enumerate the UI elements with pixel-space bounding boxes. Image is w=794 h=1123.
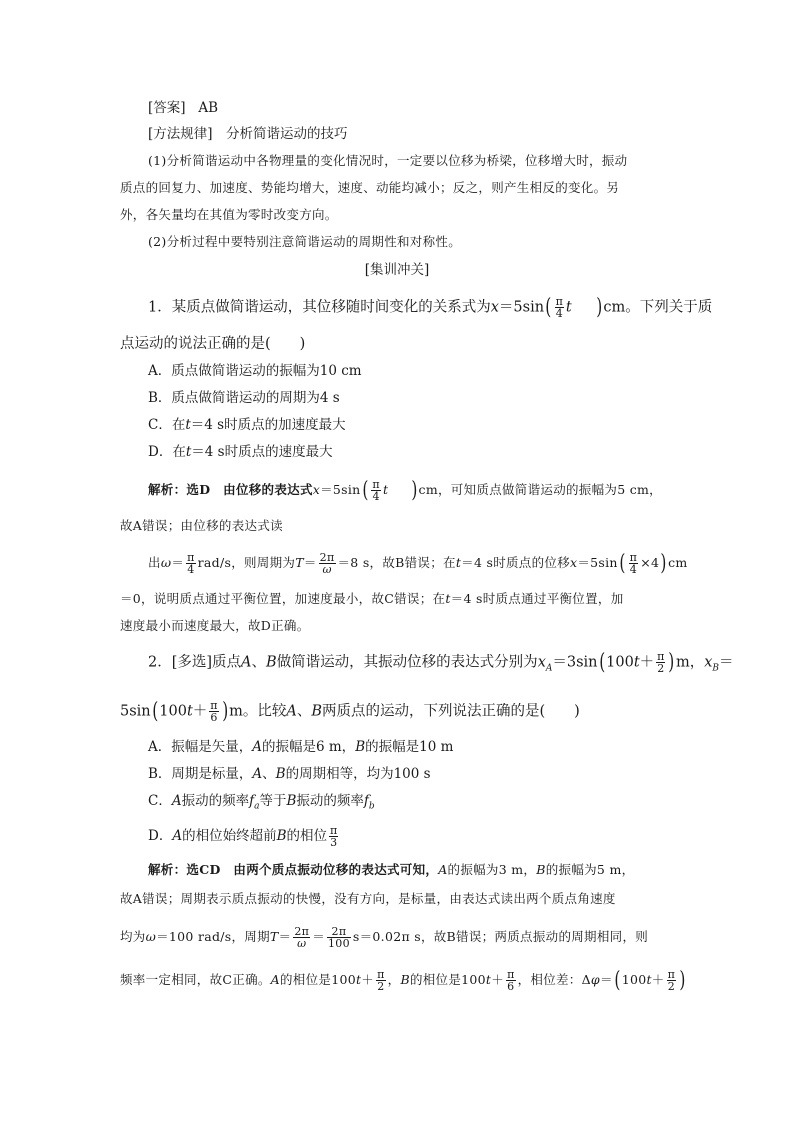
q2-option-a: A．振幅是矢量，A的振幅是6 m，B的振幅是10 m	[148, 739, 454, 755]
a2-line3: 均为ω＝100 rad/s，周期T＝ $\frac{2\pi}{\omega}$ ＝ $\frac{2\pi}{100}$ s＝0.02π s，故B错误；两质点振动的周期相同，则	[120, 925, 649, 950]
a2-line4: 频率一定相同，故C正确。A的相位是100t＋ $\frac{\pi}{2}$ ，B的相位是100t＋ $\frac{\pi}{6}$ ，相位差：Δφ＝(100t＋ $\frac{\pi}{2}$ )	[120, 967, 686, 993]
q2-option-c: C．A振动的频率$f_a$等于B振动的频率$f_b$	[148, 793, 375, 812]
method-heading: [方法规律] 分析简谐运动的技巧	[148, 126, 348, 142]
q1-option-b: B．质点做简谐运动的周期为4 s	[148, 390, 340, 406]
a1-line3: 出ω＝ $\frac{\pi}{4}$ rad/s，则周期为T＝ $\frac{2\pi}{\omega}$ ＝8 s，故B错误；在t＝4 s时质点的位移x＝5sin( $\frac{\pi}{4}$ ×4)cm	[148, 550, 688, 576]
method-point1-line1: (1)分析简谐运动中各物理量的变化情况时，一定要以位移为桥梁，位移增大时，振动	[148, 153, 628, 168]
q1-option-d: D．在t＝4 s时质点的速度最大	[148, 444, 333, 460]
method-point1-line3: 外，各矢量均在其值为零时改变方向。	[120, 207, 338, 222]
a2-line2: 故A错误；周期表示质点振动的快慢，没有方向，是标量，由表达式读出两个质点角速度	[120, 891, 616, 906]
a1-fraction-3: $\frac{2\pi}{\omega}$	[319, 551, 335, 576]
a2-line1: 解析：选CD 由两个质点振动位移的表达式可知，A的振幅为3 m，B的振幅为5 m，	[148, 862, 635, 877]
a1-line5: 速度最小而速度最大，故D正确。	[120, 618, 310, 633]
a1-line4: ＝0，说明质点通过平衡位置，加速度最小，故C错误；在t＝4 s时质点通过平衡位置，加	[120, 591, 624, 606]
a1-fraction-1: $\frac{\pi}{4}$	[372, 478, 380, 503]
a1-line2: 故A错误；由位移的表达式读	[120, 518, 283, 533]
q1-var-x: x	[490, 299, 499, 316]
a2-fraction-2: $\frac{2\pi}{100}$	[328, 925, 350, 950]
q1-stem-text: 1．某质点做简谐运动，其位移随时间变化的关系式为	[148, 299, 491, 316]
answer-value: AB	[198, 100, 219, 116]
answer-label: [答案]	[148, 100, 186, 116]
q1-paren-close: )	[596, 294, 603, 320]
a1-fraction-4: $\frac{\pi}{4}$	[629, 551, 638, 576]
q1-eq: ＝5sin	[498, 299, 545, 316]
q1-stem-line2: 点运动的说法正确的是( )	[120, 336, 306, 352]
q1-option-a: A．质点做简谐运动的振幅为10 cm	[148, 363, 362, 379]
section-title: [集训冲关]	[364, 262, 430, 278]
q2-fraction-b: $\frac{\pi}{6}$	[210, 699, 218, 724]
method-point1-line2: 质点的回复力、加速度、势能均增大，速度、动能均减小；反之，则产生相反的变化。另	[120, 180, 620, 195]
q1-stem-tail: cm。下列关于质	[603, 299, 713, 316]
a2-fraction-5: $\frac{\pi}{2}$	[667, 968, 676, 993]
q2-option-b: B．周期是标量，A、B的周期相等，均为100 s	[148, 766, 431, 782]
a2-fraction-1: $\frac{2\pi}{\omega}$	[294, 925, 310, 950]
q1-stem-line1	[148, 296, 712, 319]
q1-option-c: C．在t＝4 s时质点的加速度最大	[148, 417, 346, 433]
a2-fraction-3: $\frac{\pi}{2}$	[377, 968, 385, 993]
a1-line1: 解析：选D 由位移的表达式x＝5sin( $\frac{\pi}{4}$ t )cm，可知质点做简谐运动的振幅为5 cm，	[148, 477, 662, 503]
q2-stem-line1: 2．[多选]质点A、B做简谐运动，其振动位移的表达式分别为$x_A=3\sin(100t+$ $\frac{\pi}{2}$ )m，$x_B=$	[148, 649, 734, 675]
q2-option-d: D．A的相位始终超前B的相位 $\frac{\pi}{3}$	[148, 824, 338, 849]
q1-paren-open: (	[545, 294, 552, 320]
q2-fraction-a: $\frac{\pi}{2}$	[657, 650, 665, 675]
answer-line	[148, 98, 218, 118]
a2-fraction-4: $\frac{\pi}{6}$	[507, 968, 515, 993]
q1-var-t: t	[565, 299, 572, 316]
q2-fraction-d: $\frac{\pi}{3}$	[330, 824, 338, 849]
a1-fraction-2: $\frac{\pi}{4}$	[187, 551, 195, 576]
method-point2: (2)分析过程中要特别注意简谐运动的周期性和对称性。	[148, 234, 462, 249]
q2-stem-line2: 5sin(100t＋ $\frac{\pi}{6}$ )m。比较A、B两质点的运动，下列说法正确的是( )	[120, 698, 580, 724]
q1-fraction: $\frac{\pi}{4}$	[555, 295, 563, 320]
